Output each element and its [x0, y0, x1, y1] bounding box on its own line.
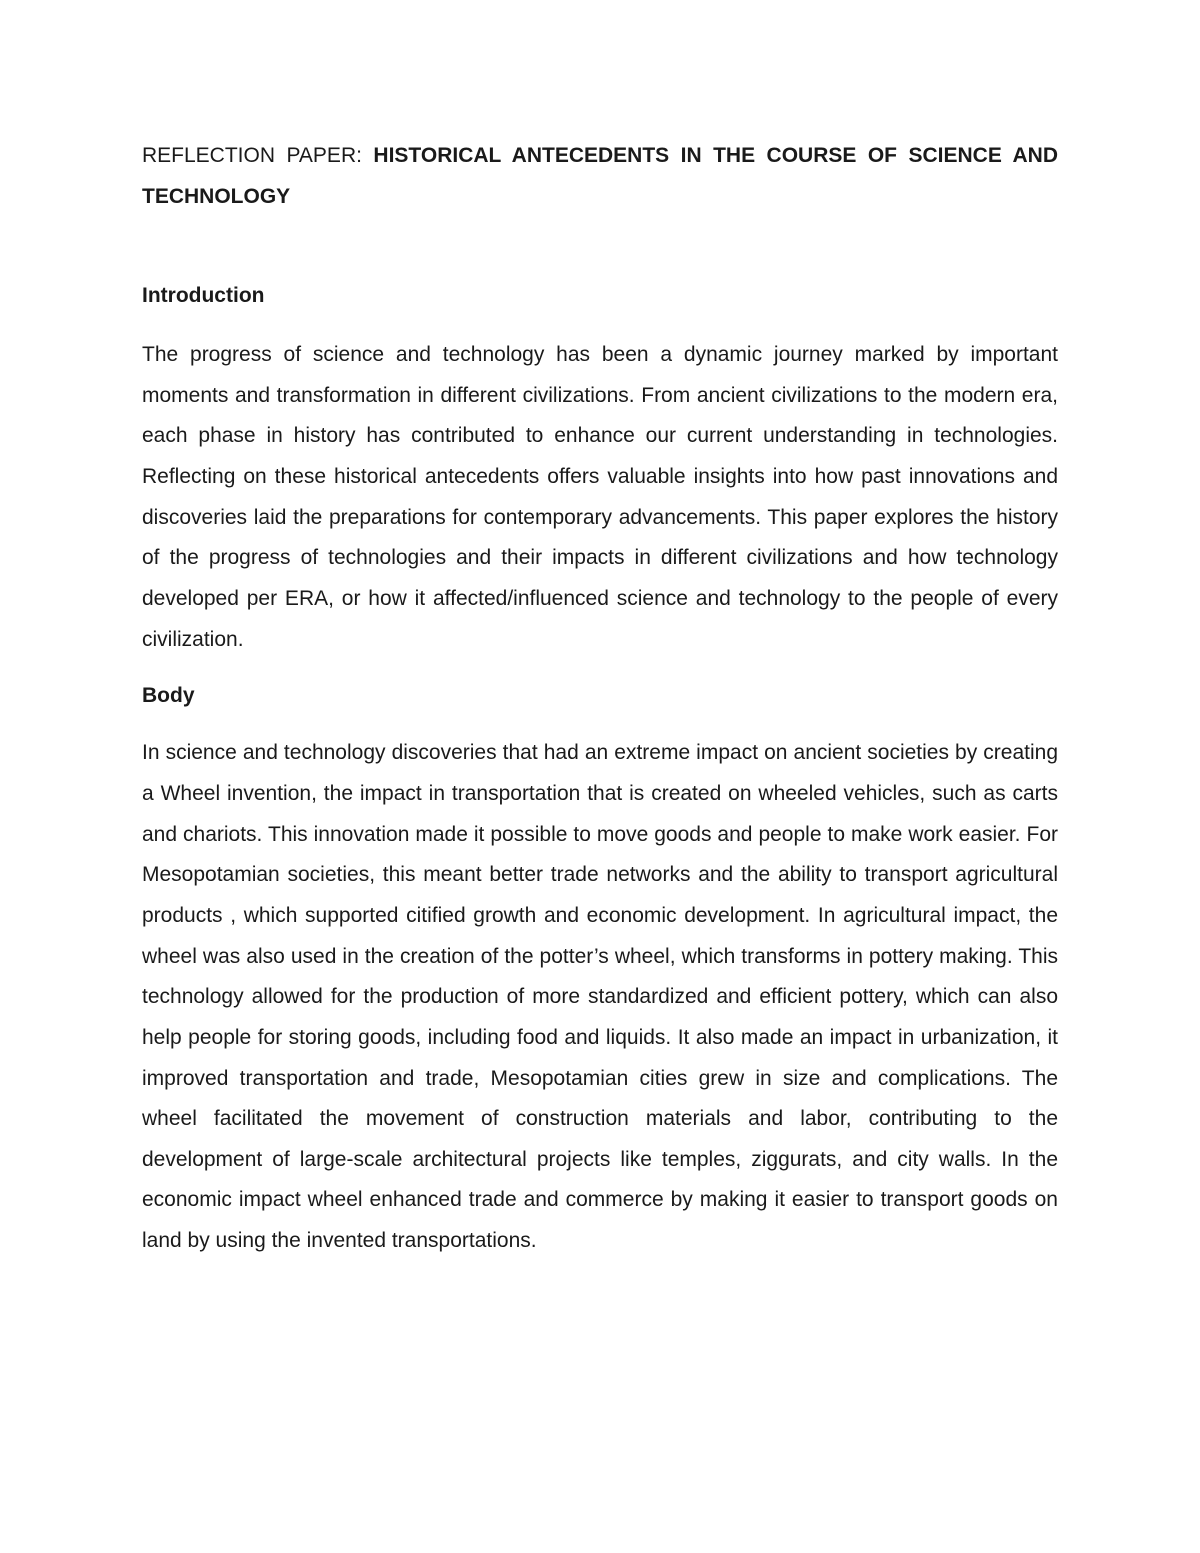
title-prefix: REFLECTION PAPER: [142, 144, 374, 167]
document-title [142, 136, 1058, 217]
introduction-paragraph: The progress of science and technology has been a dynamic journey marked by important moments and transformation in different civilizations. From ancient civilizations to the modern era, each phase in history has contributed to enhance our current understanding in technologies. Reflecting on these historical antecedents offers valuable insights into how past innovations and discoveries laid the preparations for contemporary advancements. This paper explores the history of the progress of technologies and their impacts in different civilizations and how technology developed per ERA, or how it affected/influenced science and technology to the people of every civilization. [142, 343, 1058, 651]
body-heading: Body [142, 684, 195, 708]
document-content [142, 136, 1058, 1262]
body-paragraph: In science and technology discoveries that had an extreme impact on ancient societies by creating a Wheel invention, the impact in transportation that is created on wheeled vehicles, such as carts and chariots. This innovation made it possible to move goods and people to make work easier. For Mesopotamian societies, this meant better trade networks and the ability to transport agricultural products , which supported citified growth and economic development. In agricultural impact, the wheel was also used in the creation of the potter’s wheel, which transforms in pottery making. This technology allowed for the production of more standardized and efficient pottery, which can also help people for storing goods, including food and liquids. It also made an impact in urbanization, it improved transportation and trade, Mesopotamian cities grew in size and complications. The wheel facilitated the movement of construction materials and labor, contributing to the development of large-scale architectural projects like temples, ziggurats, and city walls. In the economic impact wheel enhanced trade and commerce by making it easier to transport goods on land by using the invented transportations. [142, 741, 1058, 1253]
introduction-heading: Introduction [142, 284, 265, 307]
title-main: HISTORICAL ANTECEDENTS IN THE COURSE OF SCIENCE AND TECHNOLOGY [142, 144, 1058, 208]
